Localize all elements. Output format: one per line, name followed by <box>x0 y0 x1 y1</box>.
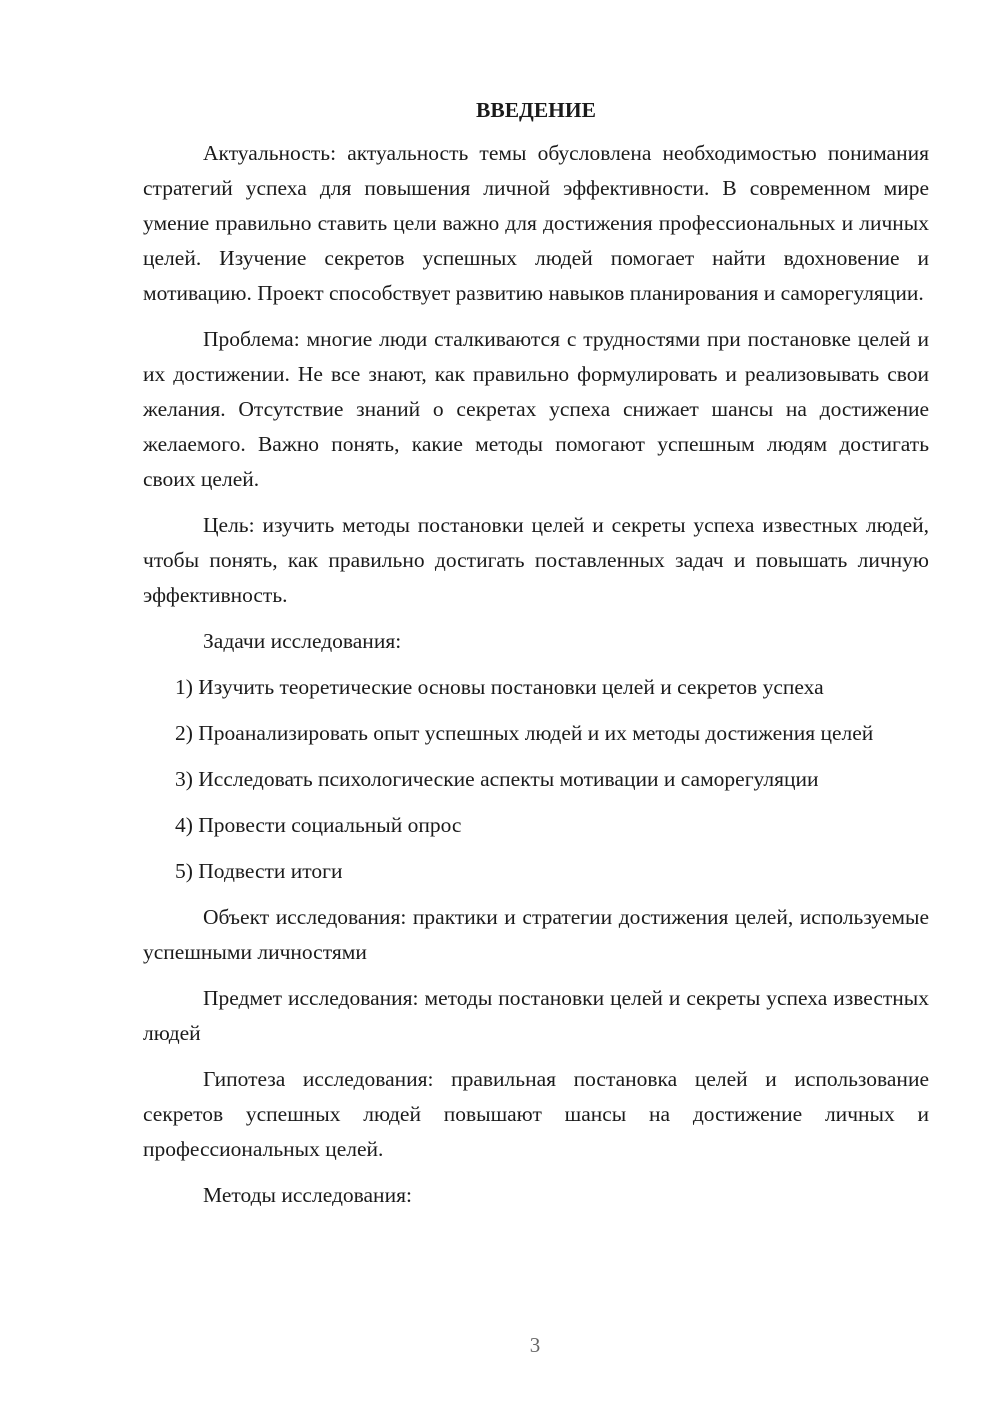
task-item: 2) Проанализировать опыт успешных людей и их методы достижения целей <box>175 721 874 745</box>
task-item: 4) Провести социальный опрос <box>175 813 462 837</box>
paragraph-hypothesis: Гипотеза исследования: правильная постановка целей и использование секретов успешных людей повышают шансы на достижение личных и профессиональных целей. <box>143 1067 929 1161</box>
paragraph-subject: Предмет исследования: методы постановки целей и секреты успеха известных людей <box>143 986 929 1045</box>
paragraph-goal: Цель: изучить методы постановки целей и секреты успеха известных людей, чтобы понять, как правильно достигать поставленных задач и повышать личную эффективность. <box>143 513 929 607</box>
section-title: ВВЕДЕНИЕ <box>476 98 596 122</box>
document-page <box>143 92 929 1224</box>
task-item: 1) Изучить теоретические основы постановки целей и секретов успеха <box>175 675 824 699</box>
paragraph-methods-heading: Методы исследования: <box>203 1183 412 1207</box>
paragraph-problem: Проблема: многие люди сталкиваются с трудностями при постановке целей и их достижении. Не все знают, как правильно формулировать и реализовывать свои желания. Отсутствие знаний о секретах успеха снижает шансы на достижение желаемого. Важно понять, какие методы помогают успешным людям достигать своих целей. <box>143 327 929 491</box>
task-item: 3) Исследовать психологические аспекты мотивации и саморегуляции <box>175 767 819 791</box>
task-item: 5) Подвести итоги <box>175 859 343 883</box>
paragraph-object: Объект исследования: практики и стратегии достижения целей, используемые успешными личностями <box>143 905 929 964</box>
paragraph-tasks-heading: Задачи исследования: <box>203 629 402 653</box>
page-number: 3 <box>529 1333 541 1357</box>
paragraph-relevance: Актуальность: актуальность темы обусловлена необходимостью понимания стратегий успеха для повышения личной эффективности. В современном мире умение правильно ставить цели важно для достижения профессиональных и личных целей. Изучение секретов успешных людей помогает найти вдохновение и мотивацию. Проект способствует развитию навыков планирования и саморегуляции. <box>143 141 929 305</box>
